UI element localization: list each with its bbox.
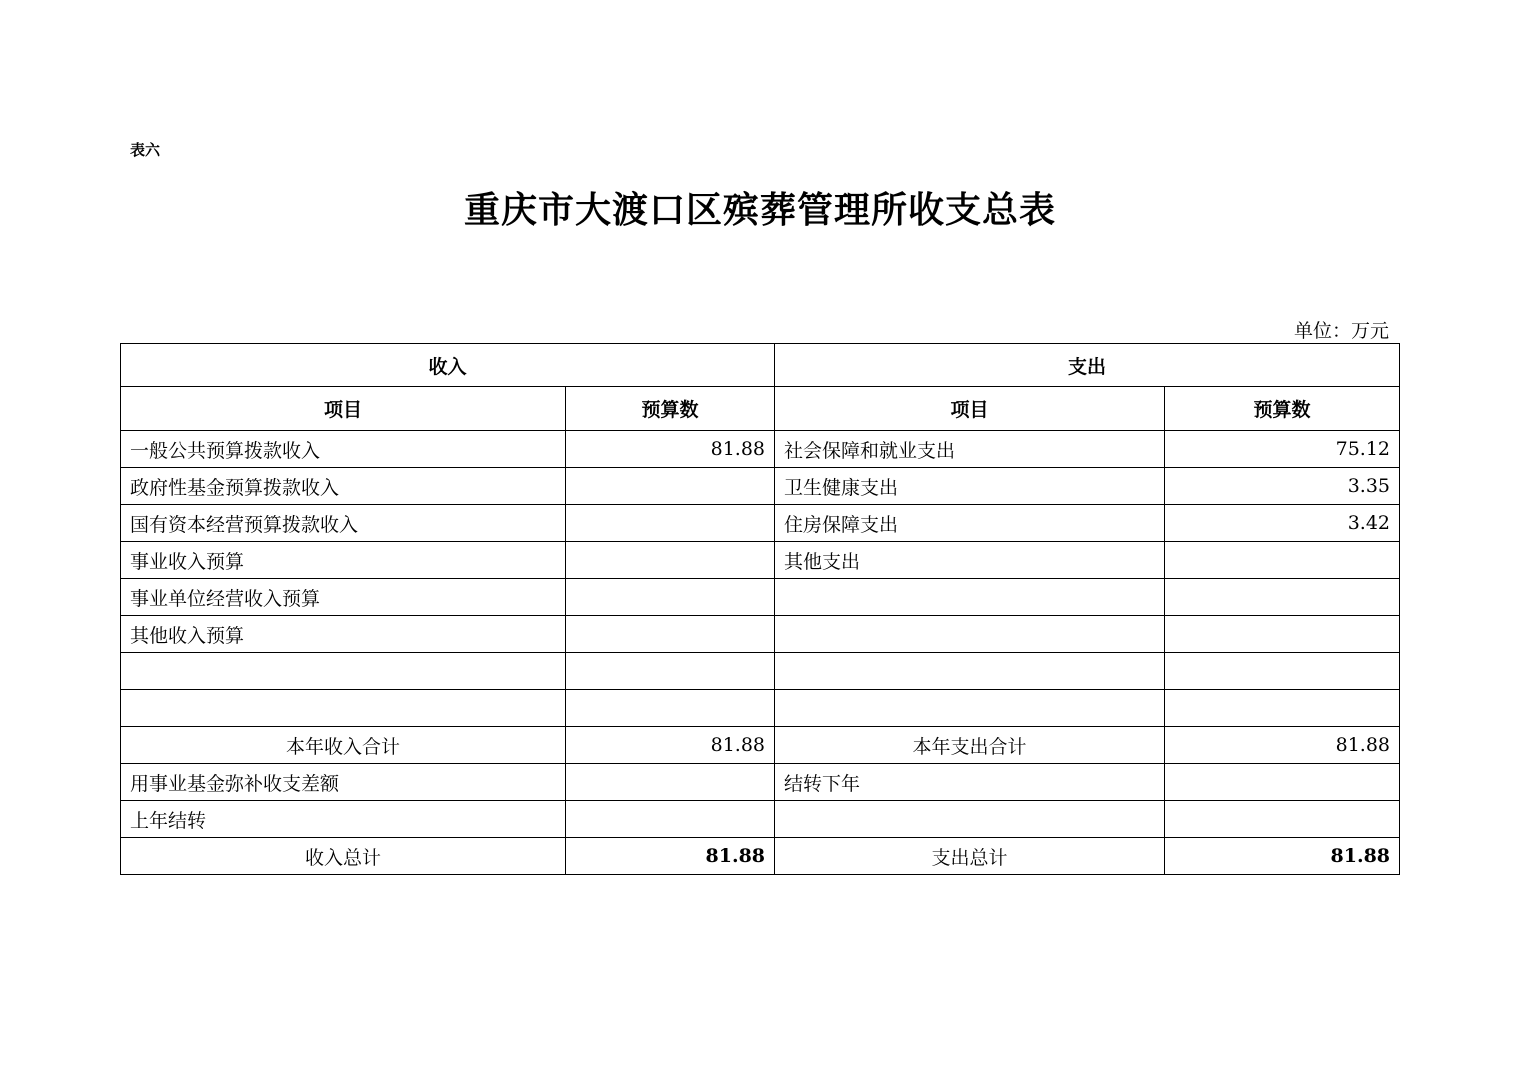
income-value-cell: [566, 505, 775, 542]
income-item-cell: 用事业基金弥补收支差额: [121, 764, 566, 801]
income-item-cell: 其他收入预算: [121, 616, 566, 653]
table-row: [121, 653, 1400, 690]
annual-total-row: [121, 727, 1400, 764]
expense-value-cell: [1165, 690, 1400, 727]
income-item-cell: [121, 653, 566, 690]
income-item-column-header: 项目: [121, 387, 566, 431]
table-row: [121, 542, 1400, 579]
expense-item-cell: [775, 653, 1165, 690]
income-value-cell: [566, 468, 775, 505]
table-row: [121, 690, 1400, 727]
income-item-cell: 事业收入预算: [121, 542, 566, 579]
expense-value-cell: [1165, 579, 1400, 616]
expense-value-cell: [1165, 801, 1400, 838]
income-grand-total-value: 81.88: [566, 838, 775, 875]
expense-value-cell: 3.35: [1165, 468, 1400, 505]
annual-expense-total-value: 81.88: [1165, 727, 1400, 764]
section-header-row: [121, 344, 1400, 387]
income-grand-total-label: 收入总计: [121, 838, 566, 875]
income-value-cell: [566, 690, 775, 727]
expense-item-cell: 社会保障和就业支出: [775, 431, 1165, 468]
income-value-cell: [566, 653, 775, 690]
expense-item-cell: [775, 579, 1165, 616]
income-item-cell: 一般公共预算拨款收入: [121, 431, 566, 468]
expense-grand-total-label: 支出总计: [775, 838, 1165, 875]
expense-item-cell: 住房保障支出: [775, 505, 1165, 542]
expense-value-cell: [1165, 764, 1400, 801]
income-item-cell: 事业单位经营收入预算: [121, 579, 566, 616]
income-item-cell: 国有资本经营预算拨款收入: [121, 505, 566, 542]
annual-income-total-value: 81.88: [566, 727, 775, 764]
income-value-cell: [566, 801, 775, 838]
column-header-row: [121, 387, 1400, 431]
income-value-cell: 81.88: [566, 431, 775, 468]
table-row: [121, 616, 1400, 653]
income-item-cell: [121, 690, 566, 727]
income-section-header: 收入: [121, 344, 775, 387]
expense-item-cell: [775, 690, 1165, 727]
table-row: [121, 431, 1400, 468]
expense-item-column-header: 项目: [775, 387, 1165, 431]
expense-grand-total-value: 81.88: [1165, 838, 1400, 875]
expense-item-cell: [775, 616, 1165, 653]
income-value-cell: [566, 764, 775, 801]
annual-expense-total-label: 本年支出合计: [775, 727, 1165, 764]
expense-item-cell: 结转下年: [775, 764, 1165, 801]
table-row: [121, 801, 1400, 838]
income-value-cell: [566, 542, 775, 579]
table-number-label: 表六: [130, 141, 161, 159]
page-title: 重庆市大渡口区殡葬管理所收支总表: [463, 189, 1056, 231]
grand-total-row: [121, 838, 1400, 875]
table-row: [121, 468, 1400, 505]
income-expense-table: [120, 343, 1400, 875]
income-value-cell: [566, 616, 775, 653]
income-item-cell: 上年结转: [121, 801, 566, 838]
expense-value-cell: 75.12: [1165, 431, 1400, 468]
income-budget-column-header: 预算数: [566, 387, 775, 431]
income-item-cell: 政府性基金预算拨款收入: [121, 468, 566, 505]
expense-budget-column-header: 预算数: [1165, 387, 1400, 431]
expense-section-header: 支出: [775, 344, 1400, 387]
table-row: [121, 579, 1400, 616]
expense-item-cell: [775, 801, 1165, 838]
unit-label: 单位：万元: [1293, 320, 1389, 342]
table-row: [121, 505, 1400, 542]
table-row: [121, 764, 1400, 801]
expense-value-cell: [1165, 653, 1400, 690]
expense-value-cell: [1165, 616, 1400, 653]
expense-item-cell: 其他支出: [775, 542, 1165, 579]
annual-income-total-label: 本年收入合计: [121, 727, 566, 764]
income-value-cell: [566, 579, 775, 616]
expense-value-cell: 3.42: [1165, 505, 1400, 542]
expense-item-cell: 卫生健康支出: [775, 468, 1165, 505]
expense-value-cell: [1165, 542, 1400, 579]
